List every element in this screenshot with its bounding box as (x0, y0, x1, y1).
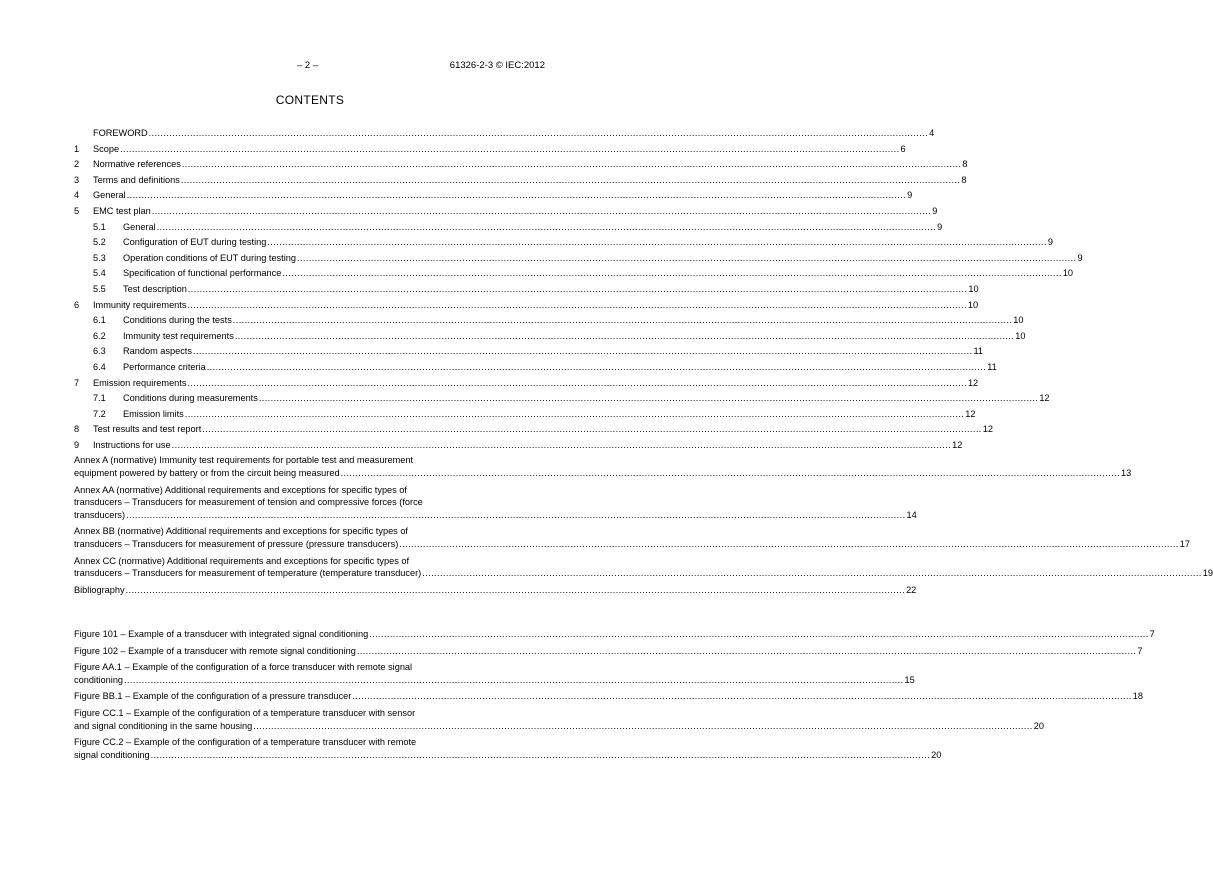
annex-entry[interactable] (74, 555, 1213, 580)
leader-dots (126, 583, 905, 599)
toc-entry-page: 12 (952, 439, 963, 450)
annex-entry-page: 14 (906, 509, 917, 520)
toc-entry-title: Random aspects (123, 346, 192, 357)
bibliography-entry[interactable] (74, 583, 917, 599)
leader-dots (297, 251, 1076, 267)
leader-dots (185, 407, 964, 423)
toc-entry-page: 9 (932, 205, 938, 216)
toc-entry-page: 10 (1062, 268, 1074, 279)
toc-entry-page: 9 (1047, 237, 1053, 248)
document-id: 61326-2-3 © IEC:2012 (449, 60, 545, 71)
toc-entry-title: Conditions during measurements (123, 393, 258, 404)
toc-entry[interactable] (74, 313, 1024, 329)
toc-entry-title: Test description (123, 283, 187, 294)
figure-entry-text: and signal conditioning in the same housing (74, 720, 253, 731)
toc-entry-page: 12 (967, 377, 979, 388)
annex-entry[interactable] (74, 525, 1190, 550)
annex-entry-last-line (74, 567, 1213, 580)
toc-entry-title: Emission requirements (93, 377, 187, 388)
toc-entry-number: 5.4 (93, 268, 106, 279)
figure-entry-page: 20 (1033, 720, 1044, 731)
toc-entry-number: 7.2 (93, 408, 106, 419)
toc-entry-number: 6 (74, 299, 80, 310)
leader-dots (120, 142, 899, 158)
annex-entry-text: Annex A (normative) Immunity test requirements for portable test and measurement (74, 455, 414, 466)
figure-entry-text: Figure BB.1 – Example of the configuration of a pressure transducer (74, 691, 352, 702)
annex-entry-text: Annex BB (normative) Additional requirements and exceptions for specific types of (74, 526, 408, 537)
figure-entry-text: Figure 101 – Example of a transducer with integrated signal conditioning (74, 629, 369, 639)
toc-entry-page: 6 (900, 143, 906, 154)
toc-entry-page: 12 (1039, 393, 1050, 404)
figure-entry-text: conditioning (74, 674, 124, 685)
toc-entry-title: Operation conditions of EUT during testing (123, 252, 296, 263)
toc-entry[interactable] (74, 251, 1083, 267)
toc-entry-title: Normative references (93, 159, 181, 170)
figure-entry-last-line (74, 674, 915, 687)
figure-entry-text: Figure CC.1 – Example of the configuration of a temperature transducer with sensor (74, 707, 416, 718)
toc-entry-title: FOREWORD (93, 128, 148, 138)
toc-entry[interactable] (74, 282, 979, 298)
annex-entry-text: transducers – Transducers for measurement of tension and compressive forces (force (74, 497, 423, 508)
leader-dots (187, 376, 966, 392)
toc-entry[interactable] (74, 157, 968, 173)
toc-entry-title: General (93, 190, 126, 201)
list-of-figures (74, 627, 1155, 764)
toc-entry-title: Conditions during the tests (123, 315, 232, 326)
annex-entry-page: 19 (1202, 568, 1213, 579)
toc-entry-number: 5.2 (93, 237, 106, 248)
annex-entry-text: transducers – Transducers for measurement of temperature (temperature transducer) (74, 568, 422, 579)
figure-entry-last-line (74, 628, 1155, 641)
toc-entry-number: 6.3 (93, 346, 106, 357)
figure-entry-last-line (74, 749, 942, 762)
toc-entry-title: Terms and definitions (93, 174, 180, 185)
leader-dots (187, 298, 966, 314)
annex-entry-text: Annex CC (normative) Additional requirements and exceptions for specific types of (74, 555, 409, 566)
leader-dots (149, 126, 928, 142)
figure-entry[interactable] (74, 628, 1155, 641)
toc-entry[interactable] (74, 376, 979, 392)
toc-entry-page: 9 (937, 221, 943, 232)
toc-entry[interactable] (74, 235, 1053, 251)
figure-entry[interactable] (74, 707, 1044, 732)
toc-entry[interactable] (74, 329, 1026, 345)
leader-dots (369, 628, 1148, 641)
toc-entry-page: 10 (967, 299, 979, 310)
toc-entry-page: 10 (968, 283, 979, 294)
figure-entry[interactable] (74, 645, 1143, 658)
figure-entry[interactable] (74, 736, 942, 761)
toc-entry-title: Immunity test requirements (123, 330, 234, 341)
annex-entry-page: 13 (1121, 468, 1132, 479)
figure-entry-page: 20 (931, 749, 942, 760)
bibliography-page: 22 (906, 584, 917, 595)
toc-entry-title: Scope (93, 143, 120, 154)
page-number: – 2 – (297, 60, 319, 71)
leader-dots (202, 422, 981, 438)
toc-entry-title: EMC test plan (93, 205, 151, 216)
annex-entry[interactable] (74, 454, 1132, 479)
leader-dots (188, 282, 967, 298)
toc-entry-title: Immunity requirements (93, 299, 187, 310)
figure-entry-last-line (74, 720, 1044, 733)
toc-entry-page: 9 (907, 190, 913, 201)
toc-entry[interactable] (74, 422, 993, 438)
toc-entry[interactable] (74, 266, 1074, 282)
figure-entry-text: Figure AA.1 – Example of the configuration of a force transducer with remote signal (74, 662, 413, 673)
leader-dots (124, 674, 903, 687)
annex-entry-last-line (74, 467, 1132, 480)
leader-dots (181, 173, 960, 189)
annex-entry-text: Annex AA (normative) Additional requirements and exceptions for specific types of (74, 484, 407, 495)
toc-entry-title: Emission limits (123, 408, 184, 419)
toc-entry-title: Specification of functional performance (123, 268, 282, 279)
bibliography-title: Bibliography (74, 584, 125, 595)
toc-entry-page: 10 (1015, 330, 1026, 341)
figure-entry-page: 7 (1137, 645, 1143, 656)
leader-dots (357, 645, 1136, 658)
page-header (0, 60, 620, 74)
toc-entry-page: 10 (1013, 315, 1024, 326)
leader-dots (157, 220, 936, 236)
annex-entry-text: transducers – Transducers for measurement of pressure (pressure transducers) (74, 539, 399, 550)
toc-entry-page: 9 (1077, 252, 1083, 263)
toc-entry-page: 12 (982, 424, 993, 435)
leader-dots (151, 749, 930, 762)
toc-entry-number: 8 (74, 424, 80, 435)
toc-entry-title: Performance criteria (123, 361, 206, 372)
leader-dots (182, 157, 961, 173)
toc-entry-number: 5.3 (93, 252, 106, 263)
toc-entry-page: 8 (961, 174, 967, 185)
toc-entry-page: 11 (973, 346, 983, 357)
figure-entry-page: 18 (1132, 691, 1144, 702)
toc-entry-number: 5 (74, 205, 80, 216)
figure-entry-text: signal conditioning (74, 749, 150, 760)
toc-entry-number: 4 (74, 190, 80, 201)
toc-entry-page: 4 (929, 128, 935, 138)
figure-entry-last-line (74, 690, 1144, 703)
table-of-contents (74, 126, 1213, 598)
figure-entry-text: Figure 102 – Example of a transducer with remote signal conditioning (74, 645, 356, 656)
toc-entry[interactable] (74, 438, 963, 454)
toc-entry[interactable] (74, 126, 935, 142)
annex-entry-last-line (74, 538, 1190, 551)
toc-entry-number: 6.2 (93, 330, 106, 341)
leader-dots (193, 344, 972, 360)
leader-dots (235, 329, 1014, 345)
figure-entry[interactable] (74, 690, 1144, 703)
toc-entry-title: Test results and test report (93, 424, 202, 435)
toc-entry[interactable] (74, 360, 997, 376)
toc-entry-number: 5.5 (93, 283, 106, 294)
figure-entry[interactable] (74, 661, 915, 686)
leader-dots (282, 266, 1061, 282)
toc-entry[interactable] (74, 204, 938, 220)
annex-entry-last-line (74, 509, 917, 522)
toc-entry-title: Instructions for use (93, 439, 171, 450)
toc-entry[interactable] (74, 344, 983, 360)
toc-entry-number: 5.1 (93, 221, 106, 232)
figure-entry-page: 7 (1149, 629, 1155, 639)
leader-dots (267, 235, 1046, 251)
leader-dots (126, 509, 905, 522)
toc-entry-title: General (123, 221, 156, 232)
toc-entry-number: 2 (74, 159, 80, 170)
leader-dots (207, 360, 986, 376)
leader-dots (399, 538, 1178, 551)
toc-entry[interactable] (74, 173, 967, 189)
toc-entry-number: 6.4 (93, 361, 106, 372)
leader-dots (253, 720, 1032, 733)
toc-entry-number: 3 (74, 174, 80, 185)
toc-entry-number: 7.1 (93, 393, 106, 404)
toc-entry-page: 8 (962, 159, 968, 170)
toc-entry[interactable] (74, 220, 943, 236)
leader-dots (233, 313, 1012, 329)
leader-dots (341, 467, 1120, 480)
leader-dots (259, 391, 1038, 407)
toc-entry-number: 6.1 (93, 315, 106, 326)
annex-entry-page: 17 (1179, 539, 1190, 550)
toc-entry-number: 9 (74, 439, 80, 450)
leader-dots (152, 204, 931, 220)
toc-entry-title: Configuration of EUT during testing (123, 237, 267, 248)
leader-dots (352, 690, 1131, 703)
leader-dots (172, 438, 951, 454)
toc-entry-page: 11 (987, 361, 997, 372)
toc-entry[interactable] (74, 142, 906, 158)
toc-entry[interactable] (74, 298, 979, 314)
figure-entry-page: 15 (904, 674, 915, 685)
toc-entry-page: 12 (965, 408, 976, 419)
figure-entry-last-line (74, 645, 1143, 658)
toc-entry[interactable] (74, 407, 976, 423)
page-title: CONTENTS (275, 93, 345, 107)
toc-entry[interactable] (74, 391, 1050, 407)
toc-entry-number: 1 (74, 143, 80, 154)
annex-entry-text: equipment powered by battery or from the circuit being measured (74, 468, 340, 479)
figure-entry-text: Figure CC.2 – Example of the configuration of a temperature transducer with remote (74, 737, 417, 748)
leader-dots (422, 567, 1201, 580)
toc-entry-number: 7 (74, 377, 80, 388)
leader-dots (127, 188, 906, 204)
annex-entry-text: transducers) (74, 509, 126, 520)
annex-entry[interactable] (74, 484, 917, 522)
toc-entry[interactable] (74, 188, 913, 204)
